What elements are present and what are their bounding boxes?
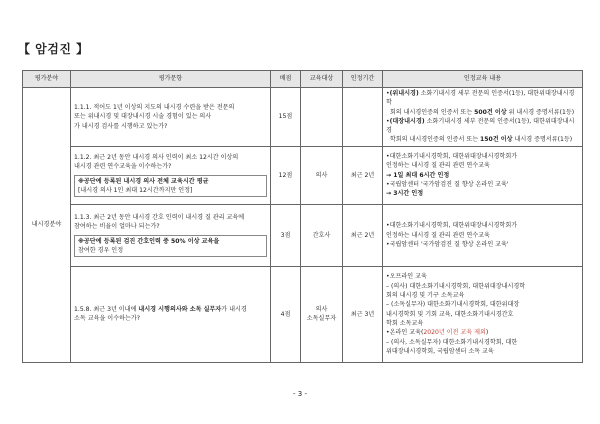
content-line: •국립암센터 '국가암검진 질 향상 온라인 교육' [386,180,509,188]
table-row [23,88,583,147]
content-cell [383,204,583,266]
header-criteria: 평가문항 [71,71,271,88]
score-cell: 15점 [271,88,301,147]
question-line: 참여하는 비율이 얼마나 되는가? [74,223,160,231]
content-line: •(대장내시경) 소화기내시경 세부 전문의 인증서(1등), 대한위대장내시경 [386,117,575,135]
note-line: ※공단에 등록된 검진 간호인력 중 50% 이상 교육을 [78,237,220,245]
content-cell [383,88,583,147]
content-line: •대한소화기내시경학회, 대한위대장내시경학회가 [386,153,518,161]
content-line: •온라인 교육(2020년 이전 교육 제외) [386,329,489,337]
table-header-row [23,71,583,88]
content-line: → 1일 최대 6시간 인정 [386,171,450,179]
score-cell: 3점 [271,204,301,266]
table-row [23,266,583,362]
question-line: 1.5.8. 최근 3년 이내에 내시경 시행의사와 소독 실무자가 내시경 [74,305,247,313]
content-line: – (의사) 대한소화기내시경학회, 대한위대장내시경학 [386,282,526,290]
content-line: 인정하는 내시경 질 관리 관련 연수교육 [386,162,490,170]
note-line: 참여한 경우 인정 [78,247,124,255]
evaluation-table [22,70,583,363]
content-line: – (소독실무자) 대한소화기내시경학회, 대한위대장 [386,301,520,309]
content-cell [383,266,583,362]
content-line: •대한소화기내시경학회, 대한위대장내시경학회가 [386,222,518,230]
header-category: 평가분야 [23,71,71,88]
content-line: – (의사, 소독실무자) 대한소화기내시경학회, 대한 [386,338,518,346]
question-note-box [74,175,267,198]
content-line: 인정하는 내시경 질 관리 관련 연수교육 [386,231,490,239]
question-line: 내시경 관련 연수교육을 이수하는가? [74,163,172,171]
page-number: - 3 - [293,390,307,398]
question-cell [71,266,271,362]
content-line: 회의 내시경인증의 인증서 또는 500건 이상 위 내시경 증명서류(1등) [386,108,575,116]
question-cell [71,88,271,147]
content-line: 회의 내시경 및 기구 소독교육 [386,292,465,300]
content-line: 학회 소독교육 [386,319,424,327]
question-note-box [74,235,267,258]
content-line: •(위내시경) 소화기내시경 세부 전문의 인증서(1등), 대한위대장내시경학 [386,90,575,107]
question-line: 가 내시경 검사를 시행하고 있는가? [74,122,168,130]
content-line: 위대장내시경학회, 국립암센터 소독 교육 [386,347,494,355]
target-cell [301,88,343,147]
question-line: 또는 위내시경 및 대장내시경 시술 경험이 있는 의사 [74,113,212,121]
content-line: → 3시간 인정 [386,190,424,198]
question-line: 1.1.1. 적어도 1년 이상의 지도의 내시경 수련을 받은 전문의 [74,103,235,111]
content-line: •오프라인 교육 [386,273,427,281]
header-content: 인정교육 내용 [383,71,583,88]
header-target: 교육대상 [301,71,343,88]
question-line: 소독 교육을 이수하는가? [74,315,140,323]
content-cell [383,146,583,204]
question-cell [71,204,271,266]
target-cell: 의사 [301,146,343,204]
table-body [23,88,583,363]
note-line: [내시경 의사 1인 최대 12시간까지만 인정] [78,187,193,195]
section-title: 【 암검진 】 [18,42,89,56]
target-cell: 의사 소독실무자 [301,266,343,362]
content-line: 내시경학회 및 기회 교육, 대한소화기내시경간호 [386,310,514,318]
category-cell: 내시경분야 [23,88,71,363]
table-row [23,146,583,204]
content-line: •국립암센터 '국가암검진 질 향상 온라인 교육' [386,240,509,248]
header-period: 인정기간 [343,71,383,88]
header-score: 배점 [271,71,301,88]
score-cell: 4점 [271,266,301,362]
period-cell: 최근 2년 [343,204,383,266]
score-cell: 12점 [271,146,301,204]
period-cell: 최근 2년 [343,146,383,204]
note-line: ※공단에 등록된 내시경 의사 전체 교육시간 평균 [78,177,209,185]
question-line: 1.1.2. 최근 2년 동안 내시경 의사 인력이 최소 12시간 이상의 [74,154,239,162]
target-cell: 간호사 [301,204,343,266]
question-cell [71,146,271,204]
table-row [23,204,583,266]
question-line: 1.1.3. 최근 2년 동안 내시경 간호 인력이 내시경 질 관리 교육에 [74,214,245,222]
content-line: 학회의 내시경인증의 인증서 또는 150건 이상 내시경 증명서류(1등) [386,136,573,144]
period-cell [343,88,383,147]
period-cell: 최근 3년 [343,266,383,362]
